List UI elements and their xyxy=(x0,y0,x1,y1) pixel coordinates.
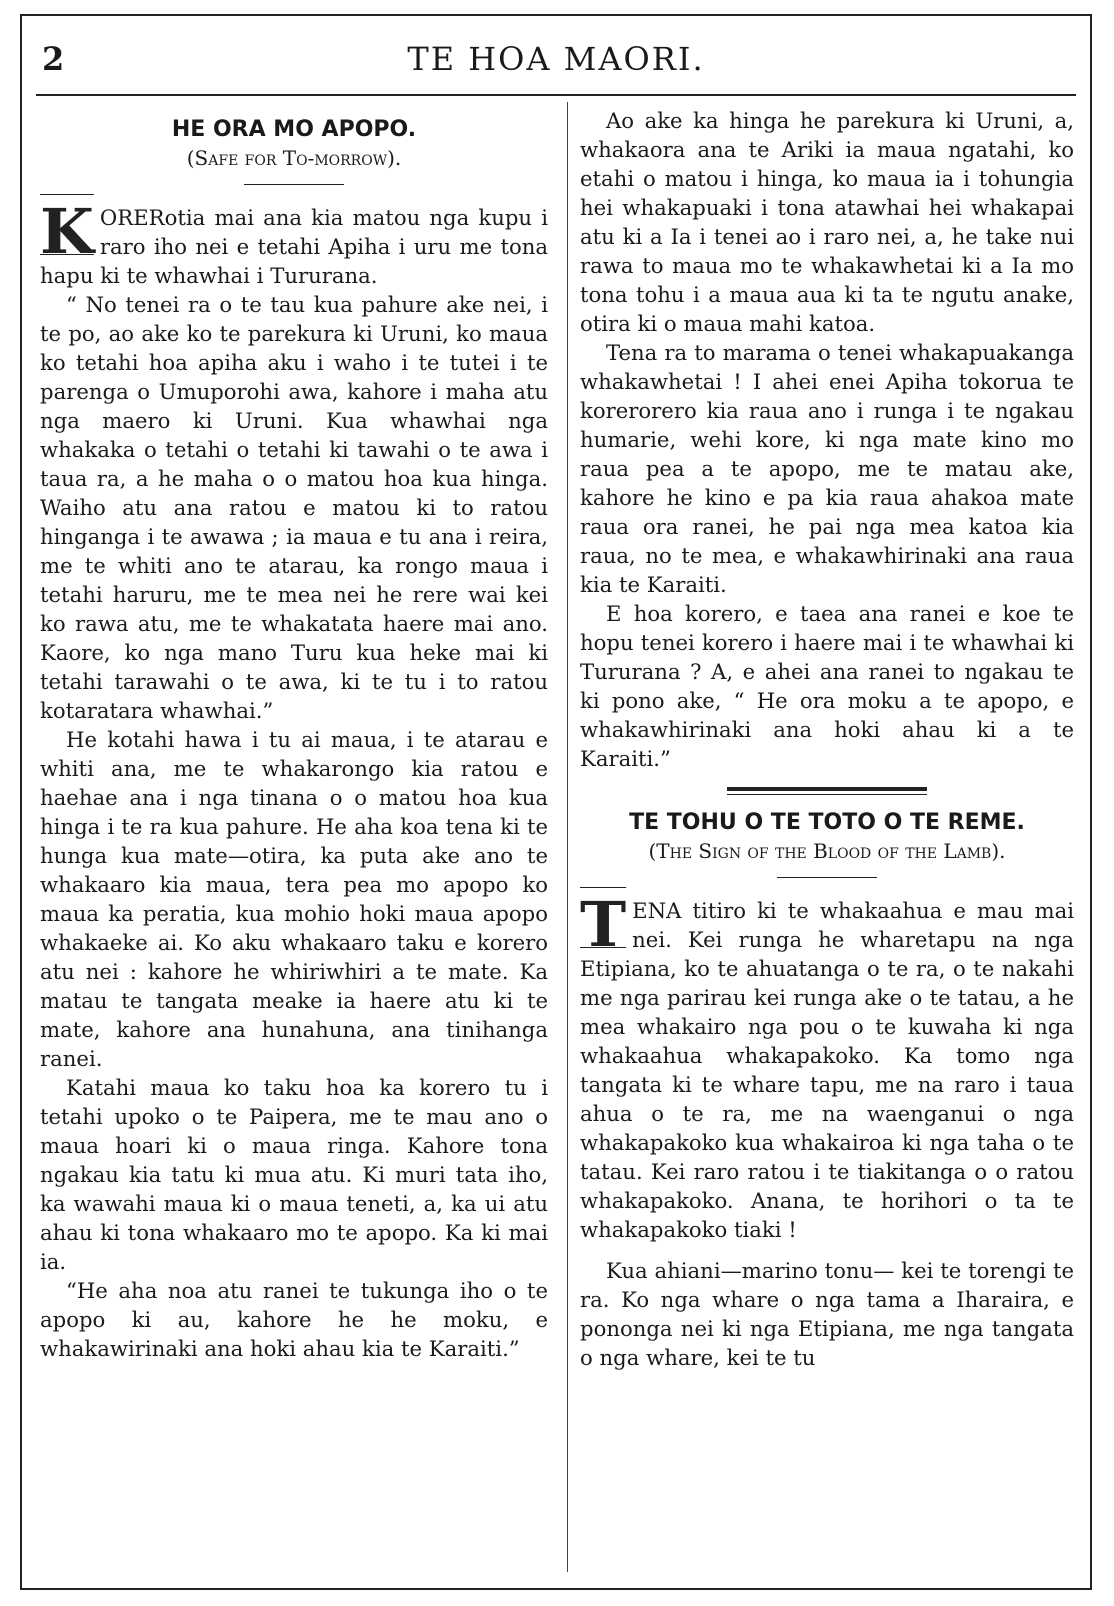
article1-subtitle: (Safe for To-morrow). xyxy=(186,146,402,170)
article2-paragraph: Kua ahiani—marino tonu— kei te torengi te ra. Ko nga whare o nga tama a Iharaira, e pononga nei ki nga Etipiana, me nga tangata o nga whare, kei te tu xyxy=(580,1258,1074,1370)
page-frame xyxy=(20,14,1092,1590)
article1-paragraph xyxy=(40,195,548,290)
article1-dropcap: K xyxy=(40,195,94,268)
left-column xyxy=(40,106,548,1363)
article2-title: TE TOHU O TE TOTO O TE REME. xyxy=(629,810,1025,835)
article1-p1-text: ORERotia mai ana kia matou nga kupu i raro iho nei e tetahi Apiha i uru me tona hapu ki te whawhai i Tururana. xyxy=(40,205,548,288)
article1-paragraph: He kotahi hawa i tu ai maua, i te atarau e whiti ana, me te whakarongo kia ratou e haehae ana i nga tinana o o matou hoa kua hinga i te ra kua pahure. He aha koa tena ki te hunga kua mate—otira, ka puta ake ano te whakaaro kia maua, tera pea mo apopo ko maua ka peratia, kua mohio hoki maua apopo whakaeke ai. Ko aku whakaaro taku e korero atu nei : kahore he whiriwhiri a te mate. Ka matau te tangata meake ia haere atu ki te mate, kahore ana hunahuna, ana tinihanga ranei. xyxy=(40,727,548,1071)
right-column xyxy=(580,106,1074,1372)
page-title: TE HOA MAORI. xyxy=(407,40,705,78)
article1-paragraph: “ No tenei ra o te tau kua pahure ake nei, i te po, ao ake ko te parekura ki Uruni, ko maua ko tetahi hoa apiha aku i waho i te tutei i te parenga o Umuporohi awa, kahore i maha atu nga maero ki Uruni. Kua whawhai nga whakaka o tetahi o tetahi ki tawahi o te awa i taua ra, a he maha o o matou hoa kua hinga. Waiho atu ana ratou e matou ki to ratou hinganga i te awawa ; ia maua e tu ana i reira, me te whiti ano te atarau, ka rongo maua i tetahi haruru, me te mea nei he rere wai kei ko rawa atu, me te whakatata haere mai ano. Kaore, ko nga mano Turu kua heke mai ki tetahi tarawahi o te awa, ki te tu i to ratou kotaratara whawhai.” xyxy=(40,292,548,723)
column-divider xyxy=(567,102,568,1572)
section-divider xyxy=(727,787,927,795)
article2-subtitle: (The Sign of the Blood of the Lamb). xyxy=(648,839,1006,863)
page-number: 2 xyxy=(42,40,65,78)
article2-dropcap: T xyxy=(580,888,627,961)
article1-paragraph: Tena ra to marama o tenei whakapuakanga whakawhetai ! I ahei enei Apiha tokorua te korerorero kia raua ano i runga i te ngakau humarie, wehi kore, ki nga mate kino mo raua pea a te apopo, me te matau ake, kahore he kino e pa kia raua ahakoa mate raua ora ranei, he pai nga mea katoa kia raua, no te mea, e whakawhirinaki ana raua kia te Karaiti. xyxy=(580,340,1074,597)
article2-paragraph xyxy=(580,888,1074,1244)
article2-p1-text: ENA titiro ki te whakaahua e mau mai nei. Kei runga he wharetapu na nga Etipiana, ko te ahuatanga o te ra, o te nakahi me nga parirau kei runga ake o te tatau, a he mea whakairo nga pou o te kuwaha ki nga whakaahua whakapakoko. Ka tomo nga tangata ki te whare tapu, me na raro i taua ahua o te ra, me na waenganui o nga whakapakoko kua whakairoa ki nga taha o te tatau. Kei raro ratou i te tiakitanga o o ratou whakapakoko. Anana, te horihori o ta te whakapakoko tiaki ! xyxy=(580,898,1074,1242)
page-header xyxy=(22,16,1090,96)
article1-rule xyxy=(244,184,344,185)
article1-paragraph: Katahi maua ko taku hoa ka korero tu i tetahi upoko o te Paipera, me te mau ano o maua hoari ki o maua ringa. Kahore tona ngakau kia tatu ki mua atu. Ki muri tata iho, ka wawahi maua ki o maua teneti, a, ka ui atu ahau ki tona whakaaro mo te apopo. Ka ki mai ia. xyxy=(40,1075,548,1274)
article1-paragraph: Ao ake ka hinga he parekura ki Uruni, a, whakaora ana te Ariki ia maua ngatahi, ko etahi o matou i hinga, ko maua ia i tohungia hei whakapuaki i tona atawhai hei whakapai atu ki a Ia i tenei ao i raro nei, a, he take nui rawa to maua mo te whakawhetai ki a Ia mo tona tohu i a maua aua ki ta te ngutu anake, otira ki o maua mahi katoa. xyxy=(580,108,1074,336)
header-rule xyxy=(36,94,1076,96)
article1-paragraph: “He aha noa atu ranei te tukunga iho o te apopo ki au, kahore he he moku, e whakawirinaki ana hoki ahau kia te Karaiti.” xyxy=(40,1278,548,1361)
article1-paragraph: E hoa korero, e taea ana ranei e koe te hopu tenei korero i haere mai i te whawhai ki Tururana ? A, e ahei ana ranei to ngakau te ki pono ake, “ He ora moku a te apopo, e whakawhirinaki ana hoki ahau ki a te Karaiti.” xyxy=(580,601,1074,771)
article2-rule xyxy=(777,877,877,878)
article1-title: HE ORA MO APOPO. xyxy=(171,117,417,142)
